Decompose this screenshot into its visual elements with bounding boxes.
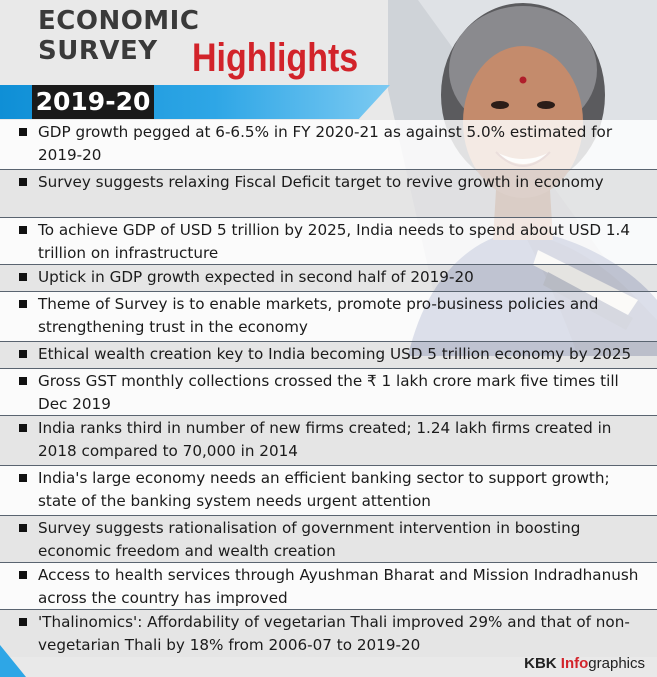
list-item — [0, 170, 657, 218]
bullet-square-icon — [19, 571, 27, 579]
bullet-square-icon — [19, 424, 27, 432]
title-line-economic: ECONOMIC — [38, 6, 200, 36]
item-text: 'Thalinomics': Affordability of vegetarian Thali improved 29% and that of non-vegetarian Thali by 18% from 2006-07 to 2019-20 — [38, 613, 630, 654]
credit-info: Info — [560, 655, 589, 672]
highlights-list — [0, 120, 657, 657]
item-text: India ranks third in number of new firms created; 1.24 lakh firms created in 2018 compared to 70,000 in 2014 — [38, 419, 612, 460]
year-badge: 2019-20 — [32, 85, 154, 119]
credit-logo — [524, 655, 645, 672]
item-text: India's large economy needs an efficient banking sector to support growth; state of the banking system needs urgent attention — [38, 469, 610, 510]
list-item — [0, 563, 657, 610]
bullet-square-icon — [19, 377, 27, 385]
bullet-square-icon — [19, 300, 27, 308]
bullet-square-icon — [19, 618, 27, 626]
list-item — [0, 120, 657, 170]
item-text: Survey suggests rationalisation of government intervention in boosting economic freedom and wealth creation — [38, 519, 581, 560]
title-block — [38, 6, 199, 66]
list-item — [0, 218, 657, 265]
list-item — [0, 610, 657, 657]
list-item — [0, 292, 657, 342]
item-text: GDP growth pegged at 6-6.5% in FY 2020-21 as against 5.0% estimated for 2019-20 — [38, 123, 613, 164]
item-text: Uptick in GDP growth expected in second half of 2019-20 — [38, 268, 474, 286]
bullet-square-icon — [19, 128, 27, 136]
bullet-square-icon — [19, 474, 27, 482]
item-text: To achieve GDP of USD 5 trillion by 2025, India needs to spend about USD 1.4 trillion on infrastructure — [38, 221, 631, 262]
credit-kbk: KBK — [524, 655, 561, 672]
item-text: Access to health services through Ayushman Bharat and Mission Indradhanush across the country has improved — [38, 566, 639, 607]
item-text: Ethical wealth creation key to India becoming USD 5 trillion economy by 2025 — [38, 345, 632, 363]
bullet-square-icon — [19, 226, 27, 234]
bullet-square-icon — [19, 273, 27, 281]
list-item — [0, 369, 657, 416]
item-text: Survey suggests relaxing Fiscal Deficit target to revive growth in economy — [38, 173, 604, 191]
highlights-heading: Highlights — [192, 36, 359, 80]
bullet-square-icon — [19, 524, 27, 532]
list-item — [0, 416, 657, 466]
list-item — [0, 265, 657, 292]
item-text: Theme of Survey is to enable markets, promote pro-business policies and strengthening trust in the economy — [38, 295, 599, 336]
title-line-survey: SURVEY — [38, 36, 158, 66]
credit-graphics: graphics — [588, 655, 645, 672]
list-item — [0, 466, 657, 516]
item-text: Gross GST monthly collections crossed the ₹ 1 lakh crore mark five times till Dec 2019 — [38, 372, 619, 413]
bullet-square-icon — [19, 178, 27, 186]
list-item — [0, 516, 657, 563]
bullet-square-icon — [19, 350, 27, 358]
list-item — [0, 342, 657, 369]
